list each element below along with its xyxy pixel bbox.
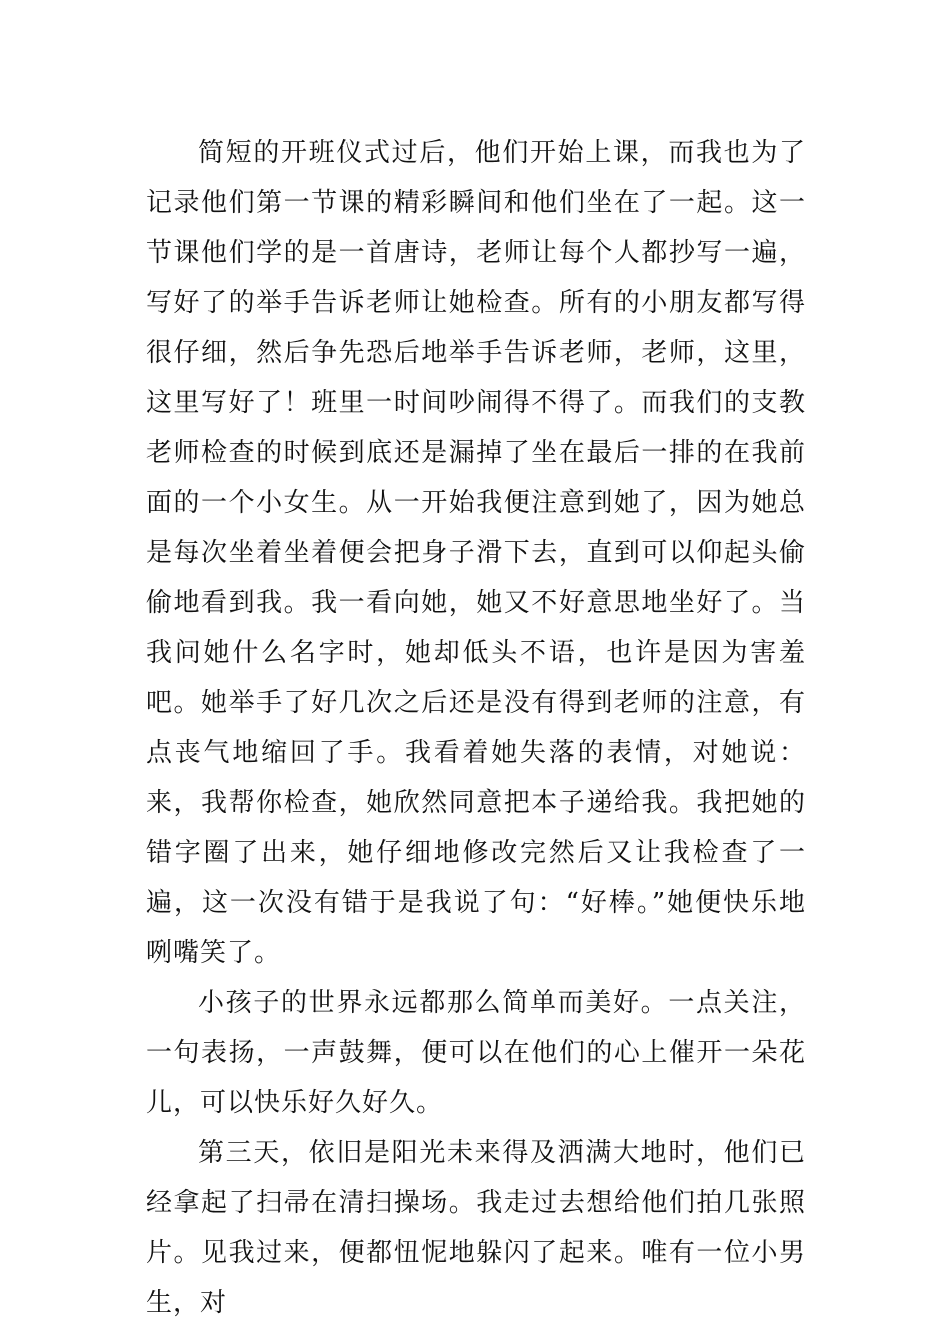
paragraph-2: 小孩子的世界永远都那么简单而美好。一点关注，一句表扬，一声鼓舞，便可以在他们的心上催开一朵花儿，可以快乐好久好久。	[146, 988, 806, 1118]
paragraph-3: 第三天，依旧是阳光未来得及洒满大地时，他们已经拿起了扫帚在清扫操场。我走过去想给他们拍几张照片。见我过来，便都忸怩地躲闪了起来。唯有一位小男生，对	[146, 1138, 806, 1318]
body-text	[146, 128, 806, 1328]
paragraph-1: 简短的开班仪式过后，他们开始上课，而我也为了记录他们第一节课的精彩瞬间和他们坐在了一起。这一节课他们学的是一首唐诗，老师让每个人都抄写一遍，写好了的举手告诉老师让她检查。所有的小朋友都写得很仔细，然后争先恐后地举手告诉老师，老师，这里，这里写好了！班里一时间吵闹得不得了。而我们的支教老师检查的时候到底还是漏掉了坐在最后一排的在我前面的一个小女生。从一开始我便注意到她了，因为她总是每次坐着坐着便会把身子滑下去，直到可以仰起头偷偷地看到我。我一看向她，她又不好意思地坐好了。当我问她什么名字时，她却低头不语，也许是因为害羞吧。她举手了好几次之后还是没有得到老师的注意，有点丧气地缩回了手。我看着她失落的表情，对她说：来，我帮你检查，她欣然同意把本子递给我。我把她的错字圈了出来，她仔细地修改完然后又让我检查了一遍，这一次没有错于是我说了句：“好棒。”她便快乐地咧嘴笑了。	[146, 138, 806, 968]
